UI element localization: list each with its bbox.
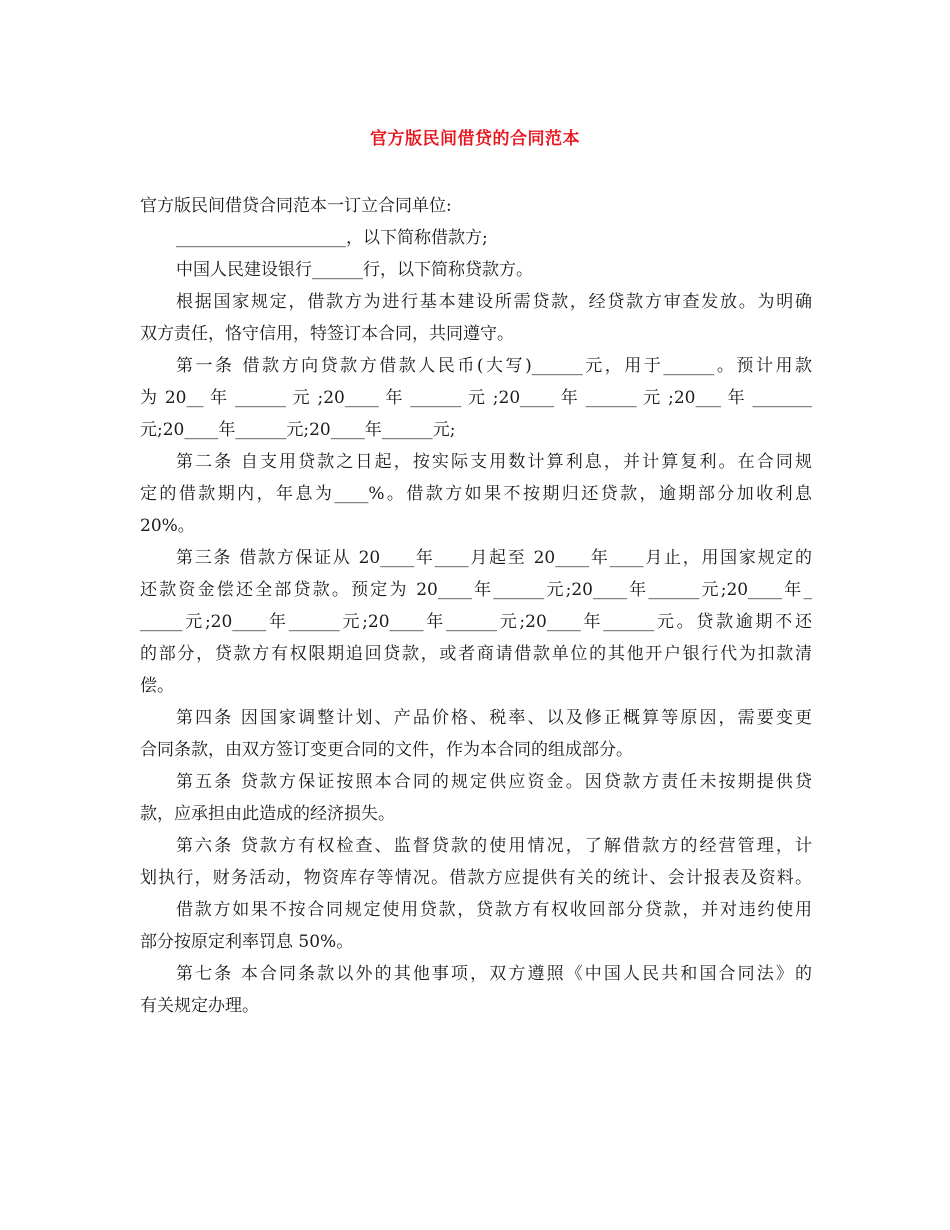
text-line: 中国人民建设银行______行，以下简称贷款方。	[176, 260, 533, 280]
text-line: _____元;20____年______元;20____年______元;20____年______元。贷款逾期不还	[140, 612, 812, 632]
text-line: 合同条款，由双方签订变更合同的文件，作为本合同的组成部分。	[140, 740, 633, 760]
text-line: 定的借款期内，年息为____%。借款方如果不按期归还贷款，逾期部分加收利息	[140, 484, 812, 504]
document-title: 官方版民间借贷的合同范本	[370, 129, 580, 149]
text-line: 双方责任，恪守信用，特签订本合同，共同遵守。	[140, 324, 514, 344]
text-line: 第六条 贷款方有权检查、监督贷款的使用情况，了解借款方的经营管理，计	[176, 836, 812, 856]
text-line: 划执行，财务活动，物资库存等情况。借款方应提供有关的统计、会计报表及资料。	[140, 868, 812, 888]
text-line: 的部分，贷款方有权限期追回贷款，或者商请借款单位的其他开户银行代为扣款清	[140, 644, 812, 664]
text-line: 偿。	[140, 676, 174, 696]
text-line: 官方版民间借贷合同范本一订立合同单位:	[140, 196, 452, 216]
text-line: 为 20__ 年 ______ 元 ;20____ 年 ______ 元 ;20____ 年 ______ 元 ;20___ 年 _______	[140, 388, 812, 408]
text-line: 第一条 借款方向贷款方借款人民币(大写)______元，用于______。预计用款	[176, 356, 812, 376]
text-line: 部分按原定利率罚息 50%。	[140, 932, 354, 952]
text-line: 第二条 自支用贷款之日起，按实际支用数计算利息，并计算复利。在合同规	[176, 452, 812, 472]
text-line: 元;20____年______元;20____年______元;	[140, 420, 456, 440]
text-line: 款，应承担由此造成的经济损失。	[140, 804, 395, 824]
text-line: 第三条 借款方保证从 20____年____月起至 20____年____月止，用国家规定的	[176, 548, 812, 568]
text-line: 第五条 贷款方保证按照本合同的规定供应资金。因贷款方责任未按期提供贷	[176, 772, 812, 792]
text-line: 20%。	[140, 516, 195, 536]
text-line: 第七条 本合同条款以外的其他事项，双方遵照《中国人民共和国合同法》的	[176, 964, 812, 984]
text-line: 还款资金偿还全部贷款。预定为 20____年______元;20____年______元;20____年_	[140, 580, 812, 600]
text-line: 借款方如果不按合同规定使用贷款，贷款方有权收回部分贷款，并对违约使用	[176, 900, 812, 920]
document-body	[140, 190, 812, 1022]
text-line: ____________________，以下简称借款方;	[176, 228, 488, 248]
text-line: 第四条 因国家调整计划、产品价格、税率、以及修正概算等原因，需要变更	[176, 708, 812, 728]
text-line: 根据国家规定，借款方为进行基本建设所需贷款，经贷款方审查发放。为明确	[176, 292, 812, 312]
text-line: 有关规定办理。	[140, 996, 259, 1016]
